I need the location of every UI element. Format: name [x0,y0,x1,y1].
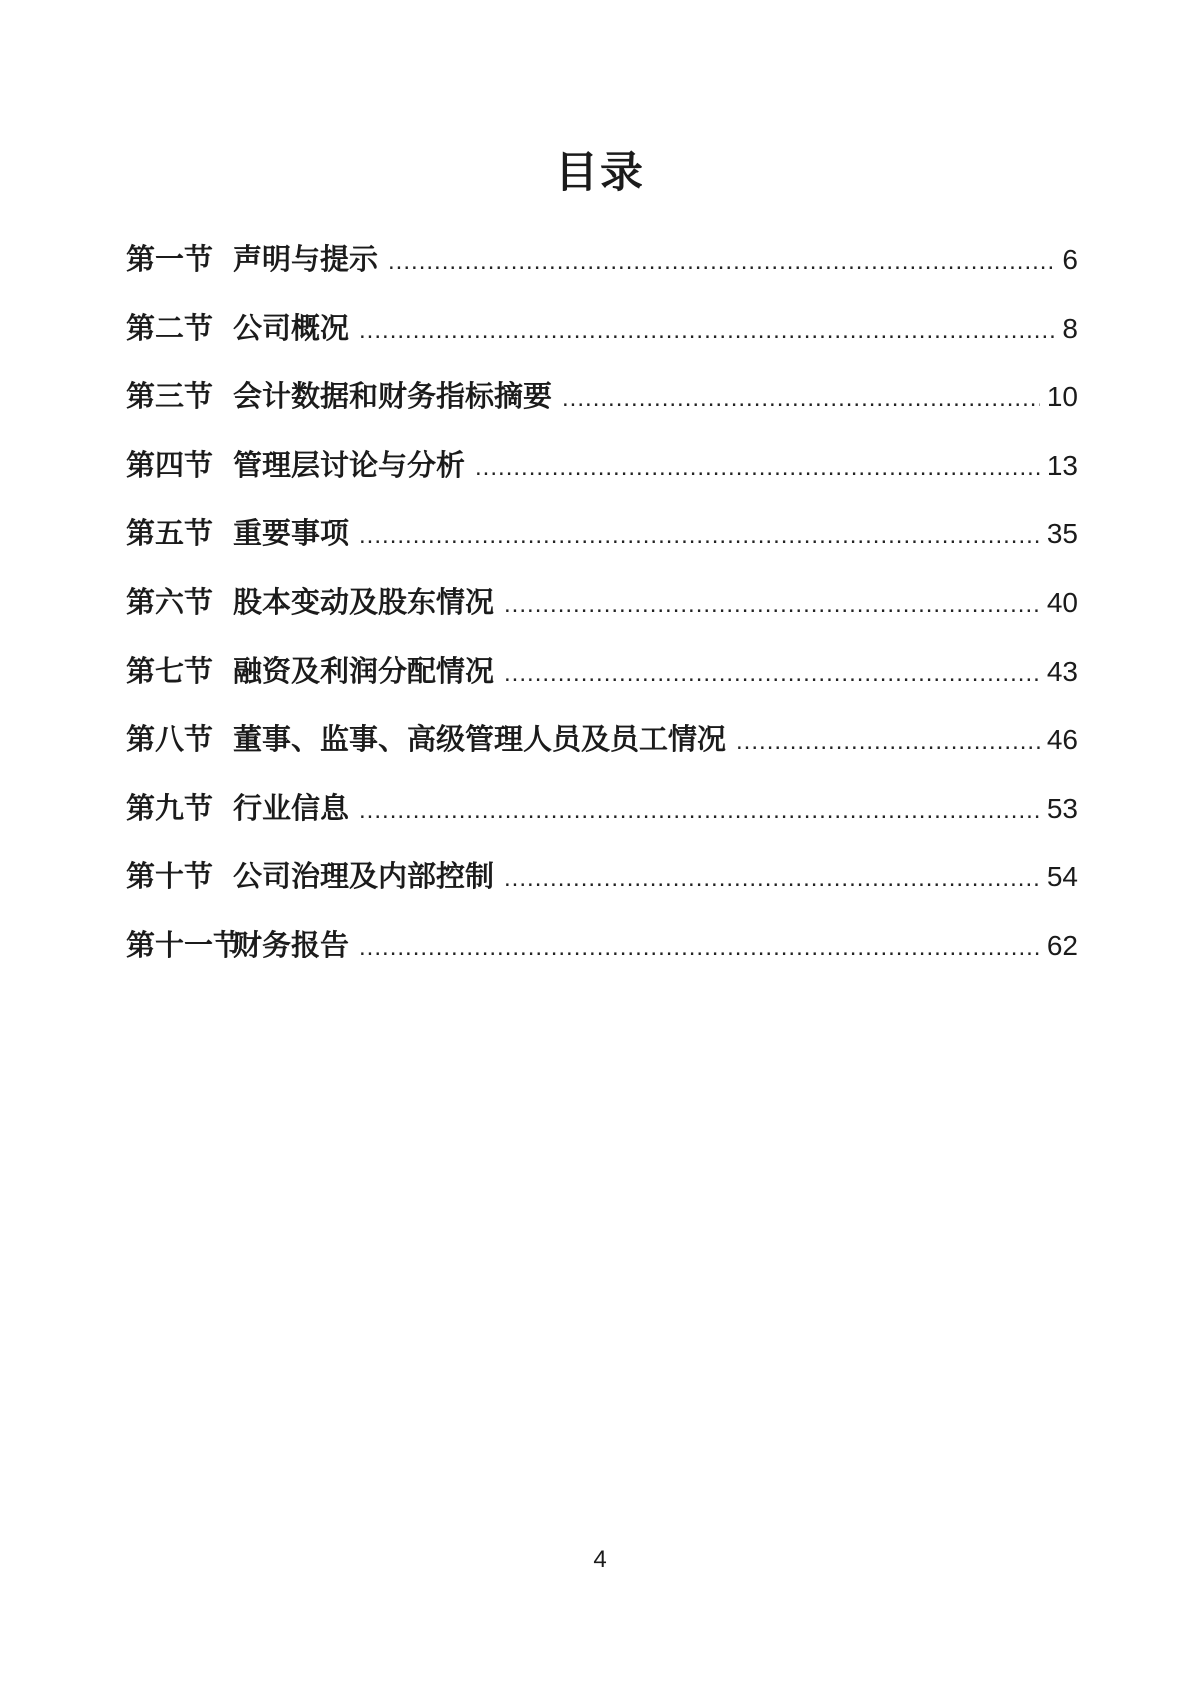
toc-dot-leader [359,317,1055,345]
toc-entry-page-number: 43 [1046,655,1078,687]
toc-entry-page-number: 6 [1062,244,1078,275]
toc-entry[interactable] [126,717,1078,786]
toc-entry-title: 重要事项 [233,518,350,551]
toc-dot-leader [359,522,1040,550]
toc-entry[interactable] [126,854,1078,923]
toc-entry-page-number: 13 [1046,449,1078,481]
toc-entry-page-number: 8 [1062,312,1078,344]
toc-entry-section-label: 第五节 [126,518,214,551]
toc-entry-page-number: 54 [1046,861,1078,893]
toc-entry[interactable] [126,580,1078,649]
toc-dot-leader [504,865,1040,893]
toc-entry-section-label: 第二节 [126,312,214,345]
toc-entry-section-label: 第三节 [126,381,214,414]
toc-dot-leader [475,454,1040,482]
toc-dot-leader [359,934,1040,962]
toc-dot-leader [504,660,1040,688]
toc-entry-section-label: 第六节 [126,586,214,619]
toc-entry-title: 财务报告 [233,929,350,962]
toc-dot-leader [736,728,1040,756]
toc-entry-section-label: 第十一节 [126,929,243,962]
toc-entry[interactable] [126,786,1078,855]
toc-entry-page-number: 53 [1046,792,1078,824]
toc-entry-title: 管理层讨论与分析 [233,449,466,482]
toc-entry-title: 公司治理及内部控制 [233,861,495,894]
toc-dot-leader [359,797,1040,825]
toc-dot-leader [504,591,1040,619]
toc-entry-section-label: 第一节 [126,244,214,276]
toc-entry-title: 行业信息 [233,792,350,825]
toc-list [0,237,1200,992]
toc-entry-title: 公司概况 [233,312,350,345]
toc-entry-section-label: 第十节 [126,861,214,894]
toc-entry-section-label: 第四节 [126,449,214,482]
toc-entry-page-number: 46 [1046,724,1078,756]
toc-entry[interactable] [126,511,1078,580]
toc-entry-title: 会计数据和财务指标摘要 [233,381,553,414]
footer-page-number: 4 [593,1546,607,1573]
toc-entry[interactable] [126,237,1078,306]
toc-dot-leader [388,248,1055,276]
toc-heading: 目录 [555,150,645,197]
toc-entry-page-number: 35 [1046,518,1078,550]
toc-entry-title: 股本变动及股东情况 [233,586,495,619]
toc-entry[interactable] [126,374,1078,443]
toc-dot-leader [562,385,1040,413]
toc-entry-title: 声明与提示 [233,244,379,276]
toc-entry[interactable] [126,649,1078,718]
toc-entry-title: 董事、监事、高级管理人员及员工情况 [233,724,727,757]
toc-entry[interactable] [126,306,1078,375]
toc-entry-section-label: 第八节 [126,724,214,757]
toc-entry-section-label: 第九节 [126,792,214,825]
toc-entry-page-number: 40 [1046,586,1078,618]
toc-entry-page-number: 10 [1046,381,1078,413]
toc-entry-section-label: 第七节 [126,655,214,688]
toc-entry-page-number: 62 [1046,929,1078,961]
toc-entry[interactable] [126,443,1078,512]
toc-entry[interactable] [126,923,1078,992]
toc-entry-title: 融资及利润分配情况 [233,655,495,688]
